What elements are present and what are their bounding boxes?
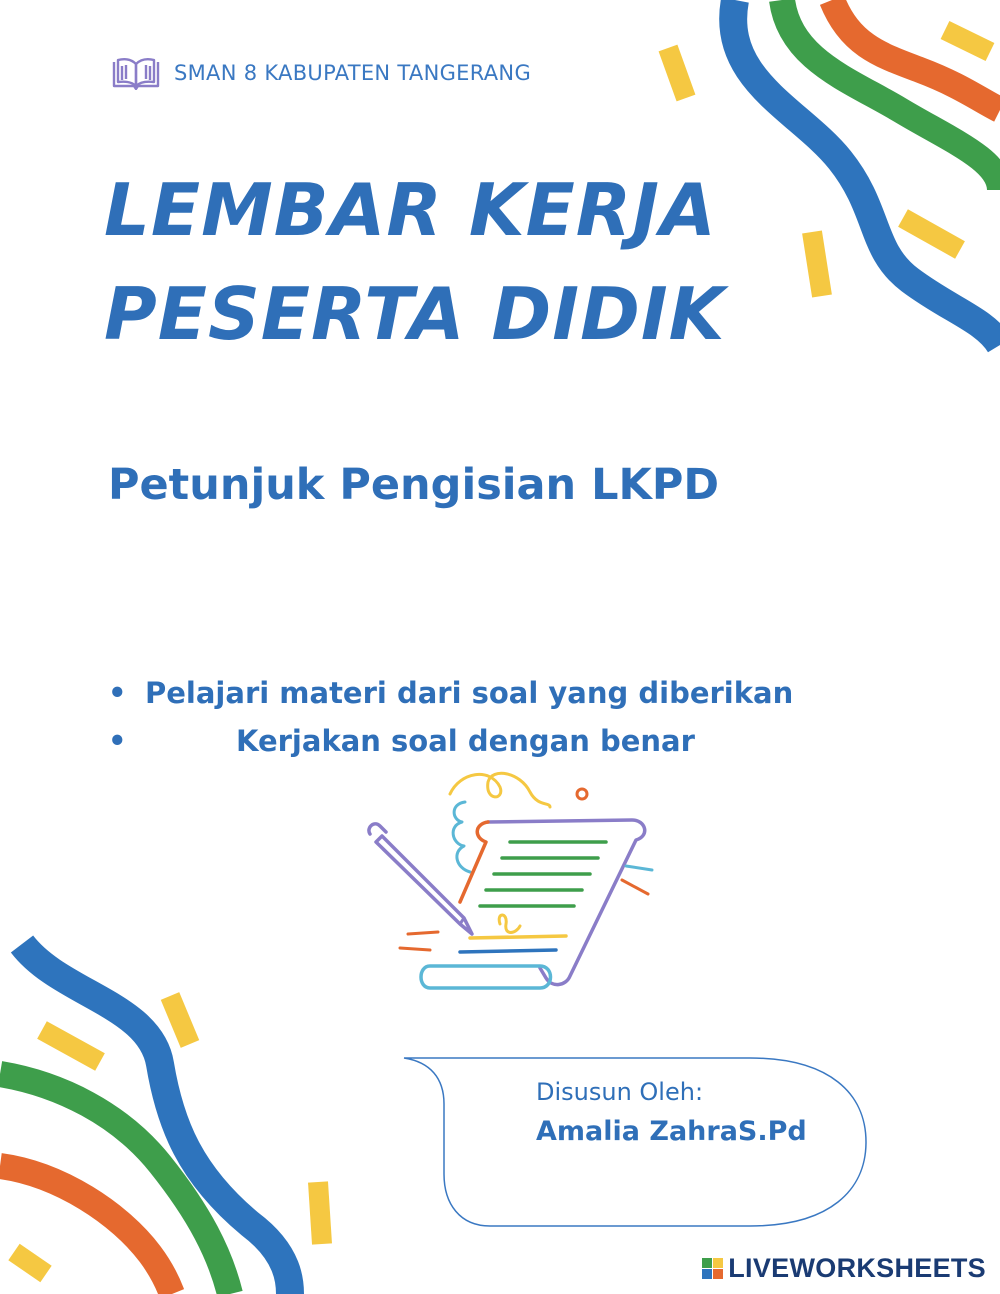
yellow-dash [170, 996, 190, 1044]
bottom-left-wave-decoration [0, 934, 340, 1294]
title-line-2: PESERTA DIDIK [104, 272, 726, 356]
brand-watermark[interactable] [702, 1253, 986, 1284]
yellow-dash [318, 1182, 322, 1244]
instructions-heading: Petunjuk Pengisian LKPD [108, 460, 720, 510]
instruction-text: Pelajari materi dari soal yang diberikan [145, 676, 794, 710]
school-header [110, 56, 531, 90]
yellow-dash [668, 48, 686, 98]
orange-wave [0, 1166, 172, 1294]
yellow-dash [903, 218, 960, 250]
open-book-icon [110, 56, 162, 90]
title-line-1: LEMBAR KERJA [104, 168, 717, 252]
yellow-dash [812, 232, 822, 296]
liveworksheets-logo-icon [702, 1258, 724, 1280]
page-title [104, 158, 725, 366]
instruction-text: Kerjakan soal dengan benar [236, 724, 695, 758]
writing-paper-illustration [360, 762, 680, 1002]
author-name: Amalia ZahraS.Pd [536, 1116, 807, 1147]
yellow-dash [945, 30, 990, 52]
author-label: Disusun Oleh: [536, 1078, 704, 1106]
school-name: SMAN 8 KABUPATEN TANGERANG [174, 61, 532, 85]
yellow-dash [42, 1030, 100, 1062]
bullet-icon: • [108, 676, 127, 710]
bullet-icon: • [108, 724, 127, 758]
author-box [536, 1078, 807, 1147]
brand-text: LIVEWORKSHEETS [728, 1253, 986, 1283]
yellow-dash [14, 1252, 46, 1274]
